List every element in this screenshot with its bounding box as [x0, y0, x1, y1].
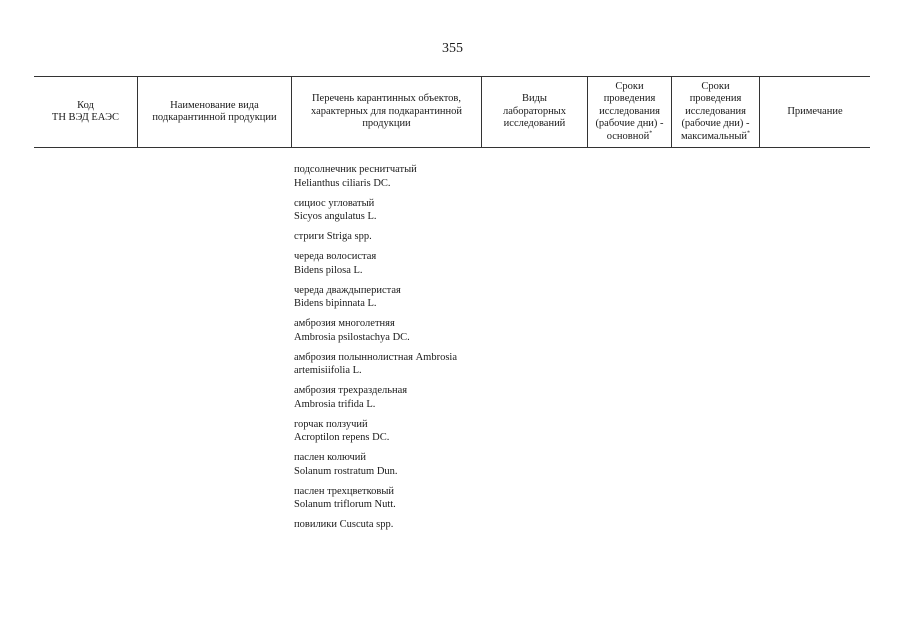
- table-header: [34, 76, 870, 148]
- header-term-max-line: проведения: [689, 93, 742, 105]
- object-name-line: Ambrosia psilostachya DC.: [294, 331, 410, 343]
- header-cell-term-main: [588, 77, 672, 147]
- object-name-line: стриги Striga spp.: [294, 231, 372, 242]
- object-name-line: амброзия трехраздельная: [294, 385, 408, 396]
- object-name-line: Sicyos angulatus L.: [294, 211, 377, 222]
- header-term-main-line: (рабочие дни) -: [595, 118, 664, 130]
- quarantine-objects-list: [294, 163, 484, 538]
- list-item: [294, 197, 484, 224]
- list-item: [294, 485, 484, 512]
- header-lab-line: Виды: [521, 93, 547, 105]
- header-cell-note: [760, 77, 870, 147]
- object-name-line: Ambrosia trifida L.: [294, 398, 376, 410]
- header-term-max-line: (рабочие дни) -: [681, 118, 750, 130]
- object-name-line: сициос угловатый: [294, 197, 375, 209]
- header-code-line: Код: [77, 99, 94, 111]
- object-name-line: Solanum rostratum Dun.: [294, 465, 398, 477]
- header-lab-line: исследований: [503, 118, 566, 130]
- list-item: [294, 384, 484, 411]
- object-name-line: амброзия полыннолистная Ambrosia: [294, 351, 457, 363]
- object-name-line: Solanum triflorum Nutt.: [294, 499, 396, 510]
- object-name-line: паслен колючий: [294, 452, 366, 463]
- list-item: [294, 230, 484, 244]
- header-term-max-line: Сроки: [701, 80, 730, 92]
- header-objects-line: характерных для подкарантинной: [310, 105, 463, 117]
- header-note-line: Примечание: [787, 105, 843, 117]
- header-term-max-line: исследования: [685, 105, 746, 117]
- header-cell-term-max: [672, 77, 760, 147]
- object-name-line: Helianthus ciliaris DC.: [294, 177, 391, 189]
- list-item: [294, 284, 484, 311]
- header-objects-line: Перечень карантинных объектов,: [311, 93, 462, 105]
- object-name-line: artemisiifolia L.: [294, 365, 362, 376]
- list-item: [294, 518, 484, 532]
- object-name-line: Bidens pilosa L.: [294, 264, 363, 276]
- header-objects-line: продукции: [362, 118, 411, 130]
- header-lab-line: лабораторных: [502, 105, 566, 117]
- object-name-line: повилики Cuscuta spp.: [294, 519, 394, 530]
- header-product-line: Наименование вида: [170, 99, 259, 111]
- object-name-line: амброзия многолетняя: [294, 318, 395, 329]
- object-name-line: подсолнечник реснитчатый: [294, 164, 417, 175]
- object-name-line: череда дваждыперистая: [294, 284, 401, 296]
- header-term-main-line: проведения: [603, 93, 656, 105]
- object-name-line: горчак ползучий: [294, 418, 368, 430]
- header-product-line: подкарантинной продукции: [152, 112, 277, 123]
- header-cell-quarantine-objects: [292, 77, 482, 147]
- list-item: [294, 351, 484, 378]
- list-item: [294, 451, 484, 478]
- list-item: [294, 163, 484, 190]
- header-cell-lab-research-types: [482, 77, 588, 147]
- list-item: [294, 250, 484, 277]
- object-name-line: Bidens bipinnata L.: [294, 298, 377, 309]
- header-term-max-line: максимальный: [681, 130, 747, 142]
- footnote-marker: *: [747, 130, 750, 137]
- header-term-main-line: основной: [606, 130, 650, 142]
- page-number: 355: [442, 41, 463, 56]
- list-item: [294, 317, 484, 344]
- object-name-line: череда волосистая: [294, 251, 377, 262]
- footnote-marker: *: [649, 130, 653, 137]
- header-code-line: ТН ВЭД ЕАЭС: [51, 112, 120, 123]
- header-cell-product-name: [138, 77, 292, 147]
- object-name-line: Acroptilon repens DC.: [294, 432, 390, 443]
- list-item: [294, 418, 484, 445]
- header-cell-code: [34, 77, 138, 147]
- header-term-main-line: исследования: [599, 105, 660, 117]
- header-term-main-line: Сроки: [615, 80, 644, 92]
- object-name-line: паслен трехцветковый: [294, 485, 395, 497]
